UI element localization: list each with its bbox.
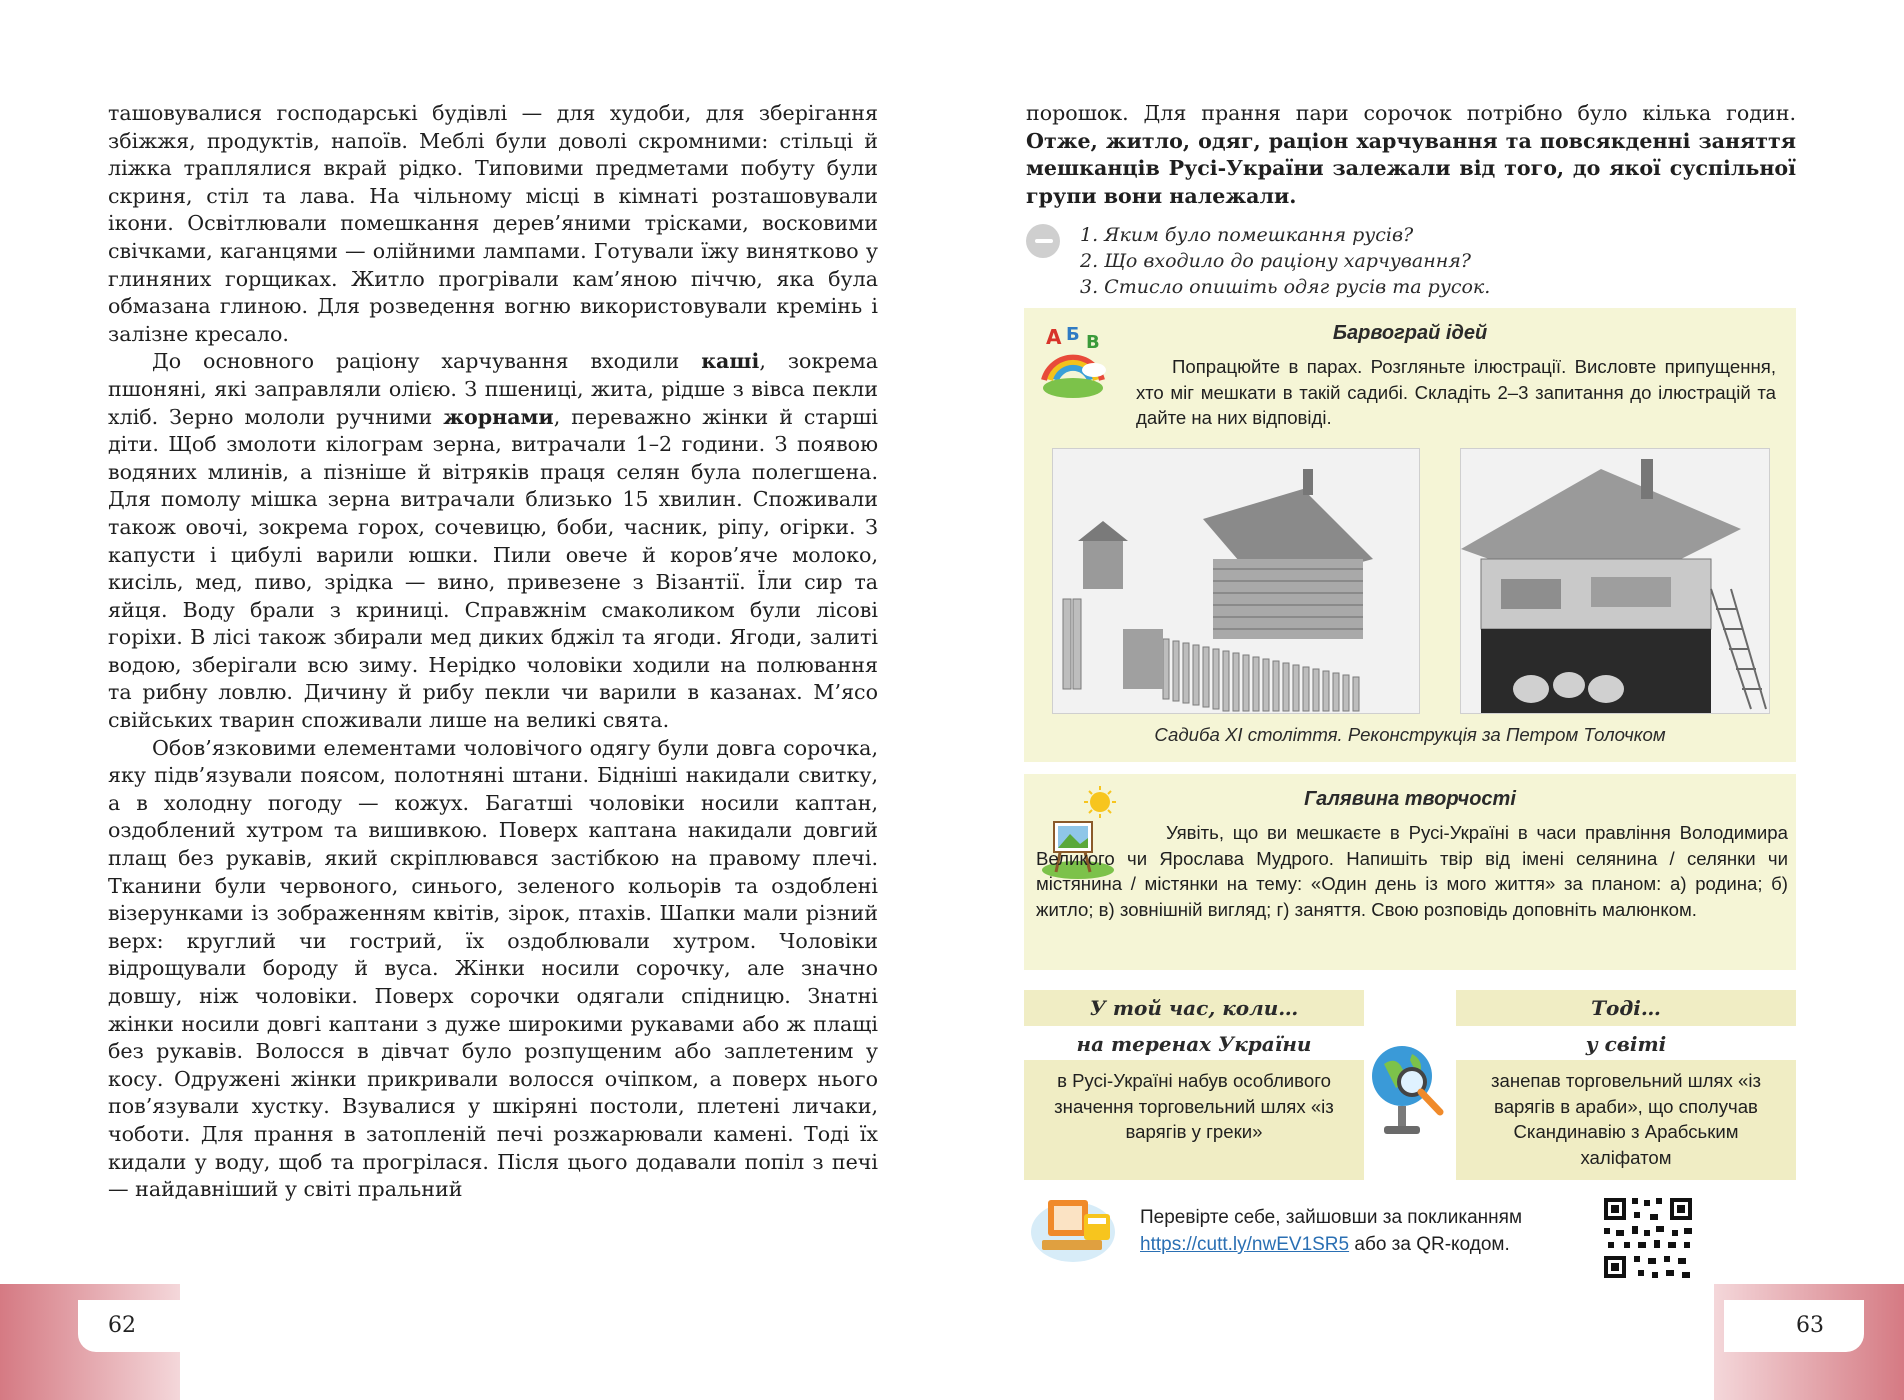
timeline-right-heading: Тоді… [1456,990,1796,1026]
creativity-box [1024,774,1796,970]
globe-magnifier-icon [1366,1030,1448,1146]
intro-conclusion: Отже, житло, одяг, раціон харчування та повсякденні заняття мешканців Русі-України залежали від того, до якої суспільної групи вони належали. [1026,128,1796,208]
check-text-2: або за QR-кодом. [1349,1234,1510,1255]
timeline-left-heading: У той час, коли… [1024,990,1364,1026]
check-link[interactable]: https://cutt.ly/nwEV1SR5 [1140,1234,1350,1255]
ideas-box-text: Попрацюйте в парах. Розгляньте ілюстрації. Висловте припущення, хто міг мешкати в такій садибі. Складіть 2–3 запитання до ілюстрацій та дайте на них відповіді. [1136,356,1776,428]
timeline-right-text: занепав торговельний шлях «із варягів в араби», що сполучав Скандинавію з Арабським халіфатом [1456,1060,1796,1180]
check-yourself-text [1140,1204,1580,1258]
term-kashi: каші [701,349,760,374]
term-zhornamy: жорнами [443,404,554,429]
creativity-box-title: Галявина творчості [1304,788,1516,810]
paragraph-diet [108,348,878,734]
estate-exterior-illustration [1052,448,1420,714]
creativity-box-text [1036,820,1788,922]
left-body-text [108,100,878,1204]
qr-code-icon[interactable] [1598,1184,1698,1284]
timeline-right-subheading: у світі [1585,1032,1667,1056]
estate-cutaway-illustration [1460,448,1770,714]
diet-text-1: До основного раціону харчування входили [152,349,702,374]
paragraph-dwelling: ташовувалися господарські будівлі — для худоби, для зберігання збіжжя, продуктів, напоїв. Меблі були доволі скромними: стільці й ліжка траплялися вкрай рідко. Типовими предметами побуту були скриня, стіл та лава. На чільному місці в кімнаті розташовували ікони. Освітлювали помешкання дерев’яними трісками, восковими свічками, каганцями — олійними лампами. Готували їжу винятково у глиняних горщиках. Житло прогрівали кам’яною піччю, яка була обмазана глиною. Для розведення вогню використовували кремінь і залізне кресало. [108,101,878,346]
page-number-right: 63 [1724,1300,1864,1352]
question-2: 2. Що входило до раціону харчування? [1080,250,1471,272]
svg-text:В: В [1086,332,1100,353]
diet-text-3: , переважно жінки й старші діти. Щоб змолоти кілограм зерна, витрачали 1–2 години. З появою водяних млинів, а пізніше й вітряків праця селян була полегшена. Для помолу мішка зерна витрачали близько 15 хвилин. Споживали також овочі, зокрема горох, сочевицю, боби, часник, ріпу, огірки. З капусти і цибулі варили юшки. Пили овече й коров’яче молоко, кисіль, мед, пиво, зрідка — вино, привезене з Візантії. Їли сир та яйця. Воду брали з криниці. Справжнім смаколиком були лісові горіхи. В лісі також збирали мед диких бджіл та ягоди. Ягоди, залиті водою, зберігали всю зиму. Нерідко чоловіки ходили на полювання та рибну ловлю. Дичину й рибу пекли чи варили в казанах. М’ясо свійських тварин споживали лише на великі свята. [108,404,878,733]
page-number-left: 62 [78,1300,208,1352]
computer-icon [1028,1190,1118,1266]
intro-plain: порошок. Для прання пари сорочок потрібно було кілька годин. [1026,101,1796,125]
svg-text:А: А [1046,325,1062,349]
right-intro-text [1026,100,1796,210]
ideas-box-title: Барвограй ідей [1332,322,1488,344]
diet-text-2: , зокрема пшоняні, які заправляли олією. З пшениці, жита, рідше з вівса пекли хліб. Зерно мололи ручними [108,349,878,429]
question-1: 1. Яким було помешкання русів? [1080,224,1414,246]
ideas-box [1024,308,1796,762]
paragraph-clothing: Обов’язковими елементами чоловічого одягу були довга сорочка, яку підв’язували поясом, полотняні штани. Бідніші накидали свитку, а в холодну погоду — кожух. Багатші чоловіки носили каптан, оздоблений хутром та вишивкою. Поверх каптана накидали довгий плащ без рукавів, який скріплювався застібкою на правому плечі. Тканини були червоного, синього, зеленого кольорів та оздоблені візерунками із зображенням квітів, зірок, птахів. Шапки мали різний верх: круглий чи гострий, їх оздоблювали хутром. Чоловіки відрощували бороду й вуса. Жінки носили сорочку, але значно довшу, ніж чоловіки. Поверх сорочки одягали спідницю. Знатні жінки носили довгі каптани з дуже широкими рукавами або ж плащі без рукавів. Волосся в дівчат було розпущеним або заплетеним у косу. Одружені жінки прикривали волосся очіпком, а поверх нього пов’язували хустку. Взувалися у шкіряні постоли, плетені личаки, чоботи. Для прання в затопленій печі розжарювали камені. Тоді їх кидали у воду, щоб та прогрілася. Після цього додавали попіл з печі — найдавніший у світі пральний [108,735,878,1202]
arrow-right-icon [1026,224,1060,258]
creativity-task: Уявіть, що ви мешкаєте в Русі-Україні в часи правління Володимира Великого чи Ярослава Мудрого. Напишіть твір від імені селянина / селянки чи містянина / містянки на тему: «Один день із мого життя» за планом: а) родина; б) житло; в) зовнішній вигляд; г) заняття. Свою розповідь доповніть малюнком. [1036,822,1788,920]
check-text-1: Перевірте себе, зайшовши за покликанням [1140,1207,1523,1228]
svg-text:Б: Б [1066,324,1080,345]
timeline-left-subheading: на теренах України [1076,1032,1312,1056]
illustration-caption: Садиба XI століття. Реконструкція за Петром Толочком [1154,724,1666,745]
question-3: 3. Стисло опишіть одяг русів та русок. [1080,276,1491,298]
timeline-left-text: в Русі-Україні набув особливого значення торговельний шлях «із варягів у греки» [1024,1060,1364,1180]
question-list [1080,222,1490,300]
